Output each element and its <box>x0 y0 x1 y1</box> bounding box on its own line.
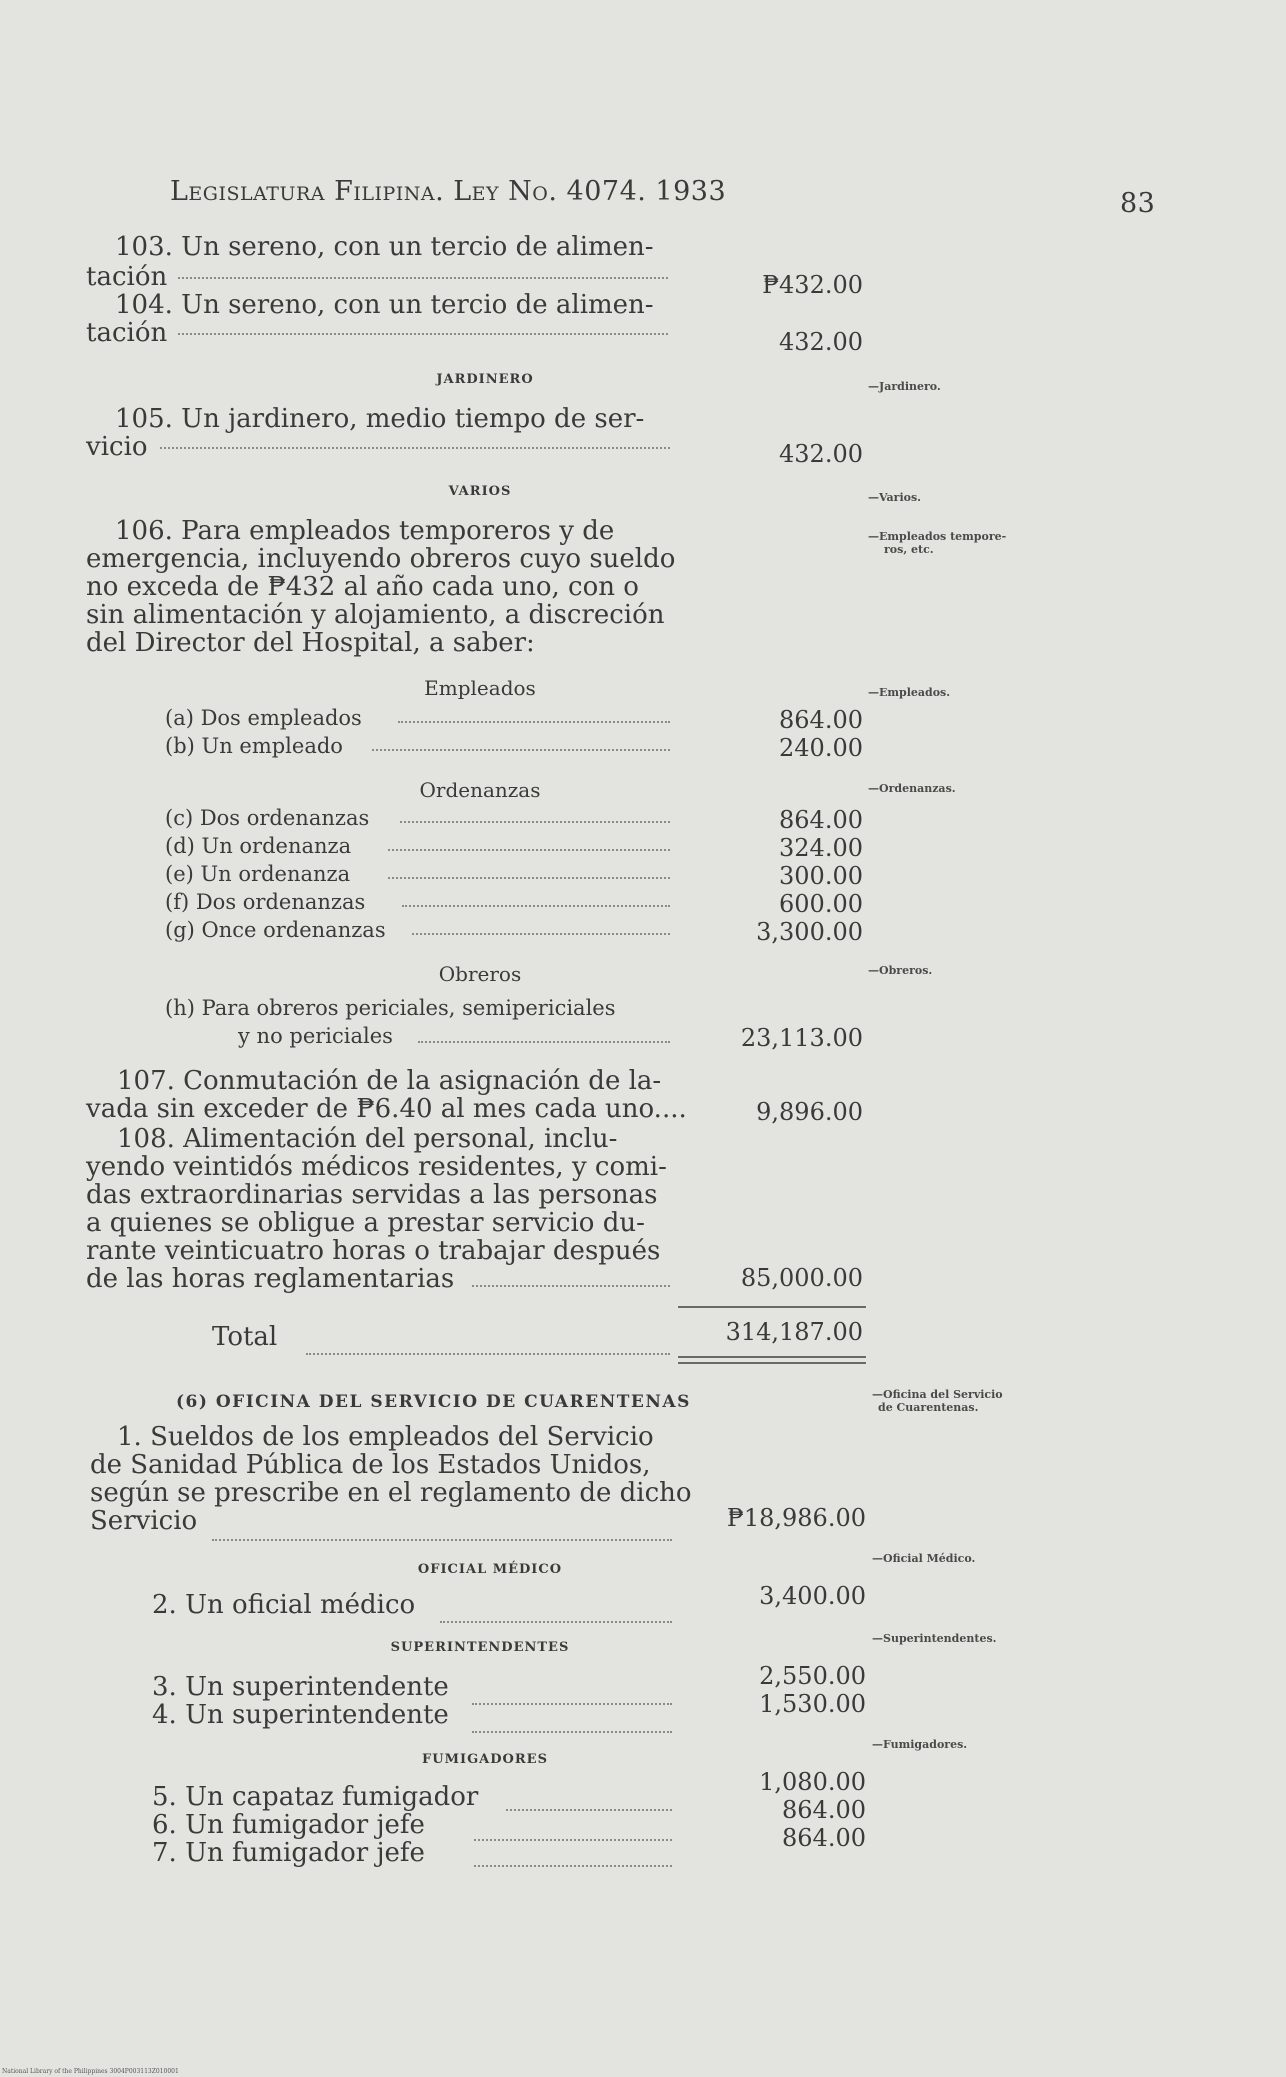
item-e-label: (e) Un ordenanza <box>165 862 351 886</box>
s7-label: 7. Un fumigador jefe <box>152 1838 425 1868</box>
dot-leader <box>474 1864 672 1867</box>
empleados-side-note: —Empleados. <box>868 686 951 699</box>
item-h-line2: y no periciales <box>238 1024 393 1048</box>
item-f-label: (f) Dos ordenanzas <box>165 890 366 914</box>
total-label: Total <box>212 1322 278 1352</box>
s1-line1: 1. Sueldos de los empleados del Servicio <box>117 1422 654 1452</box>
dot-leader <box>372 748 670 751</box>
running-header: Legislatura Filipina. Ley No. 4074. 1933 <box>170 176 727 207</box>
item-a-amount: 864.00 <box>779 706 863 734</box>
item-103-line1: 103. Un sereno, con un tercio de alimen- <box>115 232 654 262</box>
oficial-medico-side-note: —Oficial Médico. <box>872 1552 976 1565</box>
item-106-line5: del Director del Hospital, a saber: <box>86 628 535 658</box>
dot-leader <box>412 932 670 935</box>
dot-leader <box>178 276 668 279</box>
item-e-amount: 300.00 <box>779 862 863 890</box>
section-6-heading: (6) OFICINA DEL SERVICIO DE CUARENTENAS <box>176 1392 691 1412</box>
dot-leader <box>160 446 670 449</box>
side-note-line: de Cuarentenas. <box>878 1401 979 1414</box>
obreros-heading: Obreros <box>438 962 522 986</box>
s3-amount: 2,550.00 <box>759 1662 866 1690</box>
fumigadores-heading: FUMIGADORES <box>422 1752 548 1767</box>
s4-amount: 1,530.00 <box>759 1690 866 1718</box>
ordenanzas-heading: Ordenanzas <box>419 778 541 802</box>
item-107-line1: 107. Conmutación de la asignación de la- <box>117 1066 662 1096</box>
side-note-line: —Oficina del Servicio <box>872 1388 1003 1401</box>
item-106-line1: 106. Para empleados temporeros y de <box>115 516 615 546</box>
s1-line4: Servicio <box>90 1506 198 1536</box>
obreros-side-note: —Obreros. <box>868 964 933 977</box>
item-104-amount: 432.00 <box>779 328 863 356</box>
s2-amount: 3,400.00 <box>759 1582 866 1610</box>
s5-amount: 1,080.00 <box>759 1768 866 1796</box>
item-h-line1: (h) Para obreros periciales, semipericiales <box>165 996 616 1020</box>
varios-side-note: —Varios. <box>868 491 921 504</box>
dot-leader <box>398 720 670 723</box>
empleados-temporeros-side-note <box>868 530 1006 556</box>
s7-amount: 864.00 <box>782 1824 866 1852</box>
superintendentes-heading: SUPERINTENDENTES <box>390 1640 570 1655</box>
s4-label: 4. Un superintendente <box>152 1700 449 1730</box>
item-103-line2: tación <box>86 262 168 292</box>
item-105-line1: 105. Un jardinero, medio tiempo de ser- <box>115 404 645 434</box>
s6-amount: 864.00 <box>782 1796 866 1824</box>
item-f-amount: 600.00 <box>779 890 863 918</box>
total-rule <box>678 1306 866 1308</box>
s1-line3: según se prescribe en el reglamento de dicho <box>90 1478 692 1508</box>
dot-leader <box>506 1808 672 1811</box>
item-106-line4: sin alimentación y alojamiento, a discreción <box>86 600 665 630</box>
ordenanzas-side-note: —Ordenanzas. <box>868 782 956 795</box>
side-note-line: ros, etc. <box>884 543 934 556</box>
s6-label: 6. Un fumigador jefe <box>152 1810 425 1840</box>
dot-leader <box>474 1838 672 1841</box>
item-108-line5: rante veinticuatro horas o trabajar después <box>86 1236 661 1266</box>
s3-label: 3. Un superintendente <box>152 1672 449 1702</box>
item-b-amount: 240.00 <box>779 734 863 762</box>
item-108-line6: de las horas reglamentarias <box>86 1264 455 1294</box>
double-rule-top <box>678 1356 866 1358</box>
s5-label: 5. Un capataz fumigador <box>152 1782 479 1812</box>
scan-footer: National Library of the Philippines 3004P003113Z010001 <box>2 2068 179 2075</box>
item-a-label: (a) Dos empleados <box>165 706 362 730</box>
page-number: 83 <box>1120 188 1156 219</box>
dot-leader <box>418 1040 670 1043</box>
item-108-line3: das extraordinarias servidas a las personas <box>86 1180 658 1210</box>
dot-leader <box>472 1702 672 1705</box>
double-rule-bottom <box>678 1362 866 1364</box>
item-104-line2: tación <box>86 318 168 348</box>
item-c-label: (c) Dos ordenanzas <box>165 806 370 830</box>
s1-line2: de Sanidad Pública de los Estados Unidos, <box>90 1450 651 1480</box>
item-c-amount: 864.00 <box>779 806 863 834</box>
oficina-cuarentenas-side-note <box>872 1388 1003 1414</box>
dot-leader <box>400 820 670 823</box>
dot-leader <box>440 1620 672 1623</box>
jardinero-heading: JARDINERO <box>436 372 534 387</box>
item-105-line2: vicio <box>86 432 148 462</box>
varios-heading: VARIOS <box>448 484 512 499</box>
item-g-label: (g) Once ordenanzas <box>165 918 386 942</box>
jardinero-side-note: —Jardinero. <box>868 380 941 393</box>
item-107-line2: vada sin exceder de ₱6.40 al mes cada uno.... <box>86 1094 687 1124</box>
superintendentes-side-note: —Superintendentes. <box>872 1632 997 1645</box>
s2-label: 2. Un oficial médico <box>152 1590 416 1620</box>
s1-amount: ₱18,986.00 <box>726 1504 866 1532</box>
item-106-line2: emergencia, incluyendo obreros cuyo sueldo <box>86 544 676 574</box>
item-b-label: (b) Un empleado <box>165 734 343 758</box>
item-108-line2: yendo veintidós médicos residentes, y comi- <box>86 1152 667 1182</box>
item-d-amount: 324.00 <box>779 834 863 862</box>
side-note-line: —Empleados tempore- <box>868 530 1007 543</box>
item-108-amount: 85,000.00 <box>740 1264 863 1292</box>
dot-leader <box>402 904 670 907</box>
item-106-line3: no exceda de ₱432 al año cada uno, con o <box>86 572 639 602</box>
item-d-label: (d) Un ordenanza <box>165 834 352 858</box>
dot-leader <box>178 332 668 335</box>
item-103-amount: ₱432.00 <box>762 271 863 299</box>
total-amount: 314,187.00 <box>725 1318 863 1346</box>
oficial-medico-heading: OFICIAL MÉDICO <box>417 1562 563 1577</box>
dot-leader <box>212 1538 672 1541</box>
empleados-heading: Empleados <box>424 676 536 700</box>
dot-leader <box>306 1352 670 1355</box>
item-108-line4: a quienes se obligue a prestar servicio du- <box>86 1208 645 1238</box>
item-108-line1: 108. Alimentación del personal, inclu- <box>117 1124 618 1154</box>
item-g-amount: 3,300.00 <box>756 918 863 946</box>
dot-leader <box>388 876 670 879</box>
item-104-line1: 104. Un sereno, con un tercio de alimen- <box>115 290 654 320</box>
item-h-amount: 23,113.00 <box>740 1024 863 1052</box>
dot-leader <box>472 1730 672 1733</box>
dot-leader <box>472 1284 670 1287</box>
fumigadores-side-note: —Fumigadores. <box>872 1738 968 1751</box>
dot-leader <box>388 848 670 851</box>
item-107-amount: 9,896.00 <box>756 1098 863 1126</box>
item-105-amount: 432.00 <box>779 440 863 468</box>
